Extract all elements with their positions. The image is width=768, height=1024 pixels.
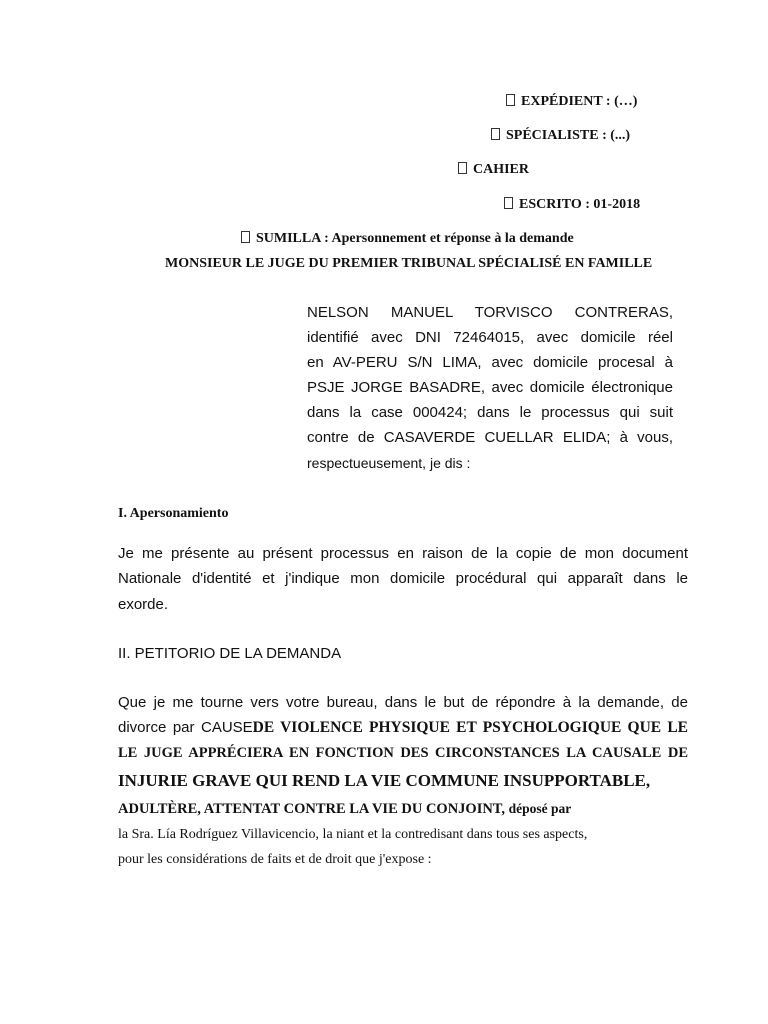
section1-line: Nationale d'identité et j'indique mon domicile procédural qui apparaît dans le [118, 570, 688, 587]
party-line: identifié avec DNI 72464015, avec domicile réel [307, 329, 673, 346]
party-line: respectueusement, je dis : [307, 455, 471, 471]
cahier-line [458, 162, 529, 178]
checkbox-icon [458, 162, 467, 174]
expediente-line [506, 94, 637, 110]
party-line: dans la case 000424; dans le processus qui suit [307, 404, 673, 421]
section2-line: Que je me tourne vers votre bureau, dans le but de répondre à la demande, de [118, 694, 688, 711]
section2-line [118, 719, 688, 737]
section2-line: INJURIE GRAVE QUI REND LA VIE COMMUNE INSUPPORTABLE, [118, 771, 651, 790]
sumilla-text: SUMILLA : Apersonnement et réponse à la demande [256, 231, 574, 246]
section1-line: exorde. [118, 596, 169, 613]
party-line: contre de CASAVERDE CUELLAR ELIDA; à vous, [307, 429, 673, 446]
cahier-text: CAHIER [473, 162, 530, 177]
addressee-line: MONSIEUR LE JUGE DU PREMIER TRIBUNAL SPÉCIALISÉ EN FAMILLE [165, 256, 653, 271]
especialista-line [491, 128, 630, 144]
section2-title: II. PETITORIO DE LA DEMANDA [118, 645, 342, 662]
checkbox-icon [491, 128, 500, 140]
section1-title: I. Apersonamiento [118, 506, 229, 521]
especialista-text: SPÉCIALISTE : (...) [506, 128, 631, 143]
section1-line: Je me présente au présent processus en raison de la copie de mon document [118, 545, 688, 562]
checkbox-icon [504, 197, 513, 209]
party-line: en AV-PERU S/N LIMA, avec domicile procesal à [307, 354, 673, 371]
party-line: NELSON MANUEL TORVISCO CONTRERAS, [307, 304, 673, 321]
section2-line2-plain: divorce par CAUSE [118, 719, 253, 736]
escrito-line [504, 197, 640, 213]
section2-line: pour les considérations de faits et de droit que j'expose : [118, 852, 432, 867]
section2-line: LE JUGE APPRÉCIERA EN FONCTION DES CIRCONSTANCES LA CAUSALE DE [118, 745, 688, 761]
party-line: PSJE JORGE BASADRE, avec domicile électronique [307, 379, 673, 396]
section2-line5-tail: déposé par [508, 801, 572, 816]
expediente-text: EXPÉDIENT : (…) [521, 94, 638, 109]
section2-line2-bold: DE VIOLENCE PHYSIQUE ET PSYCHOLOGIQUE QUE LE [252, 719, 688, 736]
escrito-text: ESCRITO : 01-2018 [519, 197, 641, 212]
section2-line [118, 801, 688, 818]
section2-line5-bold: ADULTÈRE, ATTENTAT CONTRE LA VIE DU CONJOINT, [118, 801, 506, 817]
checkbox-icon [241, 231, 250, 243]
section2-line: la Sra. Lía Rodríguez Villavicencio, la niant et la contredisant dans tous ses aspects, [118, 827, 588, 842]
sumilla-line [241, 231, 574, 247]
checkbox-icon [506, 94, 515, 106]
